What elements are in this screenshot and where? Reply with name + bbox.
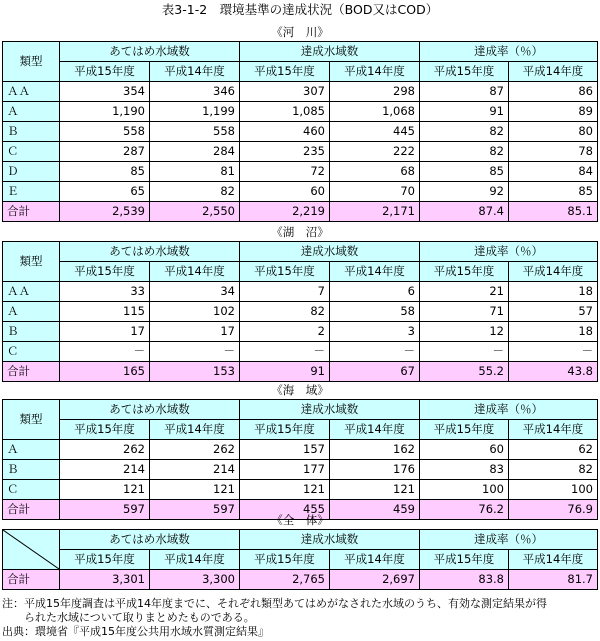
- all-total-cat-cell: 合計: [3, 570, 60, 590]
- lake-row-cat-cell: Ｃ: [3, 342, 60, 362]
- lake-table: [2, 241, 598, 382]
- table-row: [3, 282, 598, 302]
- sea-row-a15-cell: 121: [60, 480, 150, 500]
- river-row-b15-cell: 307: [240, 82, 330, 102]
- lake-row-r15-cell: －: [420, 342, 509, 362]
- sea-row-b14-cell: 162: [330, 440, 420, 460]
- source-line: 出典：環境省『平成15年度公共用水域水質測定結果』: [2, 625, 269, 638]
- lake-total-b14-cell: 67: [330, 362, 420, 382]
- table-row: [3, 302, 598, 322]
- lake-row-cat-cell: ＡＡ: [3, 282, 60, 302]
- header-row-2: [3, 420, 598, 440]
- table-row: [3, 342, 598, 362]
- sea-row-b14-cell: 121: [330, 480, 420, 500]
- river-row-r14-cell: 84: [509, 162, 598, 182]
- lake-total-r15-cell: 55.2: [420, 362, 509, 382]
- header-year-h14: 平成14年度: [330, 550, 420, 570]
- header-year-h14: 平成14年度: [150, 550, 240, 570]
- river-tbody: [3, 42, 598, 222]
- lake-row-r14-cell: －: [509, 342, 598, 362]
- river-row-a15-cell: 85: [60, 162, 150, 182]
- header-year-h15: 平成15年度: [60, 550, 150, 570]
- sea-row-cat-cell: Ａ: [3, 440, 60, 460]
- header-rate: 達成率（％）: [420, 42, 598, 62]
- sea-total-a15-cell: 597: [60, 500, 150, 520]
- sea-row-b15-cell: 177: [240, 460, 330, 480]
- header-achieved: 達成水域数: [240, 242, 420, 262]
- lake-total-b15-cell: 91: [240, 362, 330, 382]
- lake-row-r15-cell: 21: [420, 282, 509, 302]
- header-achieved: 達成水域数: [240, 400, 420, 420]
- all-tbody: [3, 530, 598, 590]
- lake-row-r15-cell: 71: [420, 302, 509, 322]
- header-diagonal-cell: [3, 530, 60, 570]
- sea-total-r14-cell: 76.9: [509, 500, 598, 520]
- table-row: [3, 322, 598, 342]
- river-row-a14-cell: 558: [150, 122, 240, 142]
- lake-row-a14-cell: 17: [150, 322, 240, 342]
- header-row-2: [3, 62, 598, 82]
- all-total-b15-cell: 2,765: [240, 570, 330, 590]
- river-row-b14-cell: 445: [330, 122, 420, 142]
- river-row-a15-cell: 558: [60, 122, 150, 142]
- sea-row-a14-cell: 214: [150, 460, 240, 480]
- river-total-r15-cell: 87.4: [420, 202, 509, 222]
- header-year-h14: 平成14年度: [150, 62, 240, 82]
- header-row-2: [3, 262, 598, 282]
- all-total-a14-cell: 3,300: [150, 570, 240, 590]
- section-label-all: 《全 体》: [271, 513, 329, 527]
- header-year-h15: 平成15年度: [240, 262, 330, 282]
- lake-row-b15-cell: 82: [240, 302, 330, 322]
- lake-row-a15-cell: 115: [60, 302, 150, 322]
- lake-row-r14-cell: 18: [509, 282, 598, 302]
- river-row-b14-cell: 68: [330, 162, 420, 182]
- total-row: [3, 202, 598, 222]
- sea-row-r15-cell: 60: [420, 440, 509, 460]
- river-total-a15-cell: 2,539: [60, 202, 150, 222]
- river-row-b15-cell: 1,085: [240, 102, 330, 122]
- section-label-river: 《河 川》: [271, 25, 329, 39]
- header-row-1: [3, 242, 598, 262]
- lake-total-a14-cell: 153: [150, 362, 240, 382]
- table-row: [3, 182, 598, 202]
- lake-row-a14-cell: －: [150, 342, 240, 362]
- river-row-cat-cell: Ｅ: [3, 182, 60, 202]
- total-row: [3, 570, 598, 590]
- sea-row-a14-cell: 262: [150, 440, 240, 460]
- river-row-r14-cell: 86: [509, 82, 598, 102]
- river-row-a15-cell: 287: [60, 142, 150, 162]
- header-category: 類型: [3, 242, 60, 282]
- river-row-a14-cell: 81: [150, 162, 240, 182]
- river-row-r14-cell: 80: [509, 122, 598, 142]
- header-year-h14: 平成14年度: [150, 420, 240, 440]
- river-row-b14-cell: 70: [330, 182, 420, 202]
- river-row-cat-cell: Ｄ: [3, 162, 60, 182]
- table-row: [3, 122, 598, 142]
- river-row-a14-cell: 346: [150, 82, 240, 102]
- header-assigned: あてはめ水域数: [60, 242, 240, 262]
- header-assigned: あてはめ水域数: [60, 400, 240, 420]
- header-year-h15: 平成15年度: [60, 62, 150, 82]
- sea-row-cat-cell: Ｂ: [3, 460, 60, 480]
- river-row-b14-cell: 222: [330, 142, 420, 162]
- sea-total-b15-cell: 455: [240, 500, 330, 520]
- header-row-1: [3, 42, 598, 62]
- river-row-a15-cell: 354: [60, 82, 150, 102]
- lake-row-b14-cell: 58: [330, 302, 420, 322]
- table-title: 表3-1-2 環境基準の達成状況（BOD又はCOD）: [161, 2, 439, 17]
- lake-row-b14-cell: －: [330, 342, 420, 362]
- all-table: [2, 529, 598, 590]
- lake-row-a15-cell: －: [60, 342, 150, 362]
- river-table: [2, 41, 598, 222]
- river-row-r14-cell: 89: [509, 102, 598, 122]
- lake-row-a15-cell: 17: [60, 322, 150, 342]
- header-year-h15: 平成15年度: [60, 262, 150, 282]
- footnote-line-2: られた水域について取りまとめたものである。: [2, 611, 255, 624]
- header-rate: 達成率（％）: [420, 400, 598, 420]
- all-total-b14-cell: 2,697: [330, 570, 420, 590]
- all-total-r14-cell: 81.7: [509, 570, 598, 590]
- header-row-1: [3, 400, 598, 420]
- lake-row-a14-cell: 102: [150, 302, 240, 322]
- sea-row-r14-cell: 62: [509, 440, 598, 460]
- river-total-b14-cell: 2,171: [330, 202, 420, 222]
- river-row-b14-cell: 1,068: [330, 102, 420, 122]
- header-year-h15: 平成15年度: [420, 420, 509, 440]
- header-year-h15: 平成15年度: [240, 420, 330, 440]
- lake-row-b15-cell: 7: [240, 282, 330, 302]
- lake-row-r15-cell: 12: [420, 322, 509, 342]
- lake-row-b15-cell: 2: [240, 322, 330, 342]
- all-total-a15-cell: 3,301: [60, 570, 150, 590]
- river-row-r15-cell: 82: [420, 122, 509, 142]
- header-rate: 達成率（％）: [420, 242, 598, 262]
- sea-row-r15-cell: 100: [420, 480, 509, 500]
- header-year-h14: 平成14年度: [330, 62, 420, 82]
- river-row-cat-cell: Ｂ: [3, 122, 60, 142]
- table-row: [3, 102, 598, 122]
- lake-row-b15-cell: －: [240, 342, 330, 362]
- footnote: [2, 597, 600, 639]
- header-category: 類型: [3, 42, 60, 82]
- lake-total-r14-cell: 43.8: [509, 362, 598, 382]
- sea-row-a15-cell: 262: [60, 440, 150, 460]
- header-year-h15: 平成15年度: [420, 550, 509, 570]
- header-achieved: 達成水域数: [240, 530, 420, 550]
- lake-tbody: [3, 242, 598, 382]
- river-row-a15-cell: 1,190: [60, 102, 150, 122]
- all-total-r15-cell: 83.8: [420, 570, 509, 590]
- lake-row-cat-cell: Ａ: [3, 302, 60, 322]
- river-row-cat-cell: Ａ: [3, 102, 60, 122]
- header-year-h14: 平成14年度: [150, 262, 240, 282]
- header-row-1: [3, 530, 598, 550]
- sea-tbody: [3, 400, 598, 520]
- river-row-cat-cell: Ｃ: [3, 142, 60, 162]
- sea-row-r14-cell: 82: [509, 460, 598, 480]
- header-year-h14: 平成14年度: [330, 420, 420, 440]
- sea-row-b15-cell: 121: [240, 480, 330, 500]
- river-total-a14-cell: 2,550: [150, 202, 240, 222]
- header-year-h15: 平成15年度: [240, 62, 330, 82]
- river-row-r14-cell: 78: [509, 142, 598, 162]
- sea-table: [2, 399, 598, 520]
- river-row-a15-cell: 65: [60, 182, 150, 202]
- sea-total-cat-cell: 合計: [3, 500, 60, 520]
- lake-row-b14-cell: 6: [330, 282, 420, 302]
- sea-row-b14-cell: 176: [330, 460, 420, 480]
- sea-row-a15-cell: 214: [60, 460, 150, 480]
- lake-total-a15-cell: 165: [60, 362, 150, 382]
- river-total-r14-cell: 85.1: [509, 202, 598, 222]
- river-row-r15-cell: 92: [420, 182, 509, 202]
- total-row: [3, 362, 598, 382]
- sea-total-a14-cell: 597: [150, 500, 240, 520]
- lake-row-b14-cell: 3: [330, 322, 420, 342]
- river-row-r14-cell: 85: [509, 182, 598, 202]
- river-row-b15-cell: 460: [240, 122, 330, 142]
- river-total-cat-cell: 合計: [3, 202, 60, 222]
- section-label-lake: 《湖 沼》: [271, 225, 329, 239]
- lake-row-r14-cell: 57: [509, 302, 598, 322]
- river-row-b14-cell: 298: [330, 82, 420, 102]
- header-assigned: あてはめ水域数: [60, 42, 240, 62]
- header-assigned: あてはめ水域数: [60, 530, 240, 550]
- sea-row-r14-cell: 100: [509, 480, 598, 500]
- sea-total-r15-cell: 76.2: [420, 500, 509, 520]
- lake-total-cat-cell: 合計: [3, 362, 60, 382]
- header-rate: 達成率（％）: [420, 530, 598, 550]
- sea-row-b15-cell: 157: [240, 440, 330, 460]
- river-row-b15-cell: 235: [240, 142, 330, 162]
- lake-row-r14-cell: 18: [509, 322, 598, 342]
- table-row: [3, 460, 598, 480]
- river-row-a14-cell: 1,199: [150, 102, 240, 122]
- diagonal-line: [3, 530, 59, 569]
- river-row-r15-cell: 85: [420, 162, 509, 182]
- river-row-a14-cell: 284: [150, 142, 240, 162]
- header-achieved: 達成水域数: [240, 42, 420, 62]
- header-year-h14: 平成14年度: [509, 262, 598, 282]
- table-row: [3, 162, 598, 182]
- table-row: [3, 440, 598, 460]
- river-row-b15-cell: 60: [240, 182, 330, 202]
- footnote-line-1: 注：平成15年度調査は平成14年度までに、それぞれ類型あてはめがなされた水域のうち、有効な測定結果が得: [2, 597, 547, 610]
- header-year-h14: 平成14年度: [509, 62, 598, 82]
- river-row-r15-cell: 82: [420, 142, 509, 162]
- header-year-h14: 平成14年度: [509, 550, 598, 570]
- river-row-b15-cell: 72: [240, 162, 330, 182]
- sea-row-a14-cell: 121: [150, 480, 240, 500]
- header-category: 類型: [3, 400, 60, 440]
- section-label-sea: 《海 域》: [271, 383, 329, 397]
- header-year-h15: 平成15年度: [60, 420, 150, 440]
- sea-total-b14-cell: 459: [330, 500, 420, 520]
- header-row-2: [3, 550, 598, 570]
- header-year-h15: 平成15年度: [420, 262, 509, 282]
- river-row-a14-cell: 82: [150, 182, 240, 202]
- river-total-b15-cell: 2,219: [240, 202, 330, 222]
- river-row-cat-cell: ＡＡ: [3, 82, 60, 102]
- lake-row-cat-cell: Ｂ: [3, 322, 60, 342]
- header-year-h15: 平成15年度: [240, 550, 330, 570]
- sea-row-r15-cell: 83: [420, 460, 509, 480]
- lake-row-a14-cell: 34: [150, 282, 240, 302]
- header-year-h14: 平成14年度: [330, 262, 420, 282]
- river-row-r15-cell: 87: [420, 82, 509, 102]
- header-year-h15: 平成15年度: [420, 62, 509, 82]
- table-row: [3, 82, 598, 102]
- lake-row-a15-cell: 33: [60, 282, 150, 302]
- river-row-r15-cell: 91: [420, 102, 509, 122]
- sea-row-cat-cell: Ｃ: [3, 480, 60, 500]
- table-row: [3, 480, 598, 500]
- table-row: [3, 142, 598, 162]
- header-year-h14: 平成14年度: [509, 420, 598, 440]
